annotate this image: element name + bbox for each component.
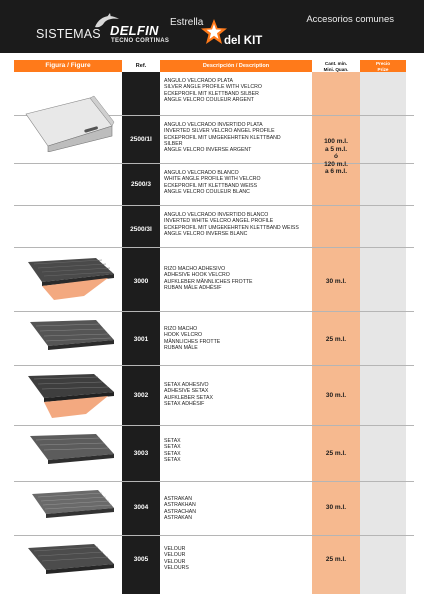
desc-line: ADHESIVE HOOK VELCRO [164,272,230,279]
desc-line: RUBAN MÂLE [164,344,198,351]
table-row [14,206,414,248]
row-ref: 2500/3I [130,226,152,233]
desc-line: ADHESIVE SETAX [164,388,209,395]
row-description [164,438,314,463]
desc-line: SILBER [164,140,183,147]
row-description [164,122,314,153]
row-ref: 2500/1I [130,136,152,143]
desc-line: ASTRAKAN [164,496,192,502]
brand-tecno-cortinas: TECNO CORTINAS [111,38,170,44]
desc-line: RIZO MACHO [164,326,198,332]
row-quantity: 25 m.l. [325,336,347,343]
header-description: Descripción / Description [160,60,312,72]
desc-line: ASTRAKHAN [164,502,196,509]
header-price [360,60,406,72]
astrakan-image [28,488,116,528]
row-quantity: 25 m.l. [325,556,347,563]
group-quantity-line: ó [334,153,338,160]
desc-line: VELOURS [164,564,189,571]
desc-line: WHITE ANGLE PROFILE WITH VELCRO [164,176,261,183]
desc-line: ANGLE VELCRO COULEUR ARGENT [164,96,254,103]
brand-sistemas: SISTEMAS [36,27,101,41]
desc-line: SETAX [164,444,181,451]
desc-line: ASTRAKAN [164,514,192,521]
header-ref: Ref. [135,63,147,69]
desc-line: ECKEPROFIL MIT UMGEKEHRTEN KLETTBAND WEISS [164,224,299,231]
row-quantity: 25 m.l. [325,450,347,457]
desc-line: SETAX ADHESIVO [164,382,209,388]
table-header [14,60,414,72]
header-quantity-line1: Cant. mín. [324,61,348,66]
desc-line: HOOK VELCRO [164,332,203,339]
angle-profile-image [24,92,118,152]
desc-line: SETAX [164,450,181,457]
desc-line: RUBAN MÂLE ADHÉSIF [164,284,222,291]
row-description [164,266,314,291]
desc-line: AUFKLEBER MÄNNLICHES FROTTE [164,278,253,285]
row-ref: 3005 [133,556,149,563]
desc-line: SETAX [164,456,181,463]
page-header [0,0,424,53]
adhesive-hook-velcro-image [24,256,116,306]
row-ref: 3002 [133,392,149,399]
header-quantity [312,60,360,72]
row-ref: 3001 [133,336,149,343]
kit-title-top: Estrella [170,17,204,28]
row-quantity: 30 m.l. [325,504,347,511]
adhesive-setax-image [24,372,118,422]
group-quantity-line: a 5 m.l. [324,145,348,153]
desc-line: ECKEPROFIL MIT KLETTBAND SILBER [164,90,259,97]
row-ref: 2500/3 [131,181,151,188]
desc-line: ECKEPROFIL MIT UMGEKEHRTEN KLETTBAND [164,134,281,141]
desc-line: ANGLE VELCRO INVERSE BLANC [164,230,248,237]
row-description [164,78,314,103]
desc-line: VELOUR [164,558,186,565]
desc-line: SETAX ADHÉSIF [164,400,205,407]
desc-line: VELOUR [164,552,186,559]
row-description [164,212,314,237]
hook-velcro-image [28,318,116,358]
row-description [164,382,314,407]
desc-line: ANGLE VELCRO INVERSE ARGENT [164,147,252,154]
row-description [164,546,314,571]
desc-line: RIZO MACHO ADHESIVO [164,266,226,272]
header-figure: Figura / Figure [14,60,122,72]
section-title: Accesorios comunes [306,14,394,25]
row-ref: 3000 [133,278,149,285]
row-description [164,326,314,351]
kit-title-bottom: del KIT [224,35,263,47]
brand-delfin: DELFIN [110,23,159,38]
product-table [14,60,414,72]
desc-line: MÄNNLICHES FROTTE [164,338,221,345]
row-description [164,496,314,521]
header-price-line2: Prize [377,66,389,72]
desc-line: ECKEPROFIL MIT KLETTBAND WEISS [164,182,258,189]
desc-line: ANGLE VELCRO COULEUR BLANC [164,188,250,195]
desc-line: VELOUR [164,546,186,552]
row-ref: 3003 [133,450,149,457]
desc-line: ANGULO VELCRADO INVERTIDO BLANCO [164,212,269,218]
header-quantity-line2: Mini. Quan. [323,66,349,72]
desc-line: INVERTED WHITE VELCRO ANGEL PROFILE [164,218,274,225]
desc-line: SILVER ANGLE PROFILE WITH VELCRO [164,84,262,91]
group-quantity-line: 120 m.l. [324,160,348,168]
row-description [164,170,314,195]
row-ref: 3004 [133,504,149,511]
desc-line: ANGULO VELCRADO PLATA [164,78,233,84]
velour-image [26,542,116,584]
group-quantity-line: 100 m.l. [324,138,348,145]
desc-line: ANGULO VELCRADO INVERTIDO PLATA [164,122,263,128]
row-quantity: 30 m.l. [325,392,347,399]
group-quantity [312,138,360,176]
desc-line: SETAX [164,438,181,444]
desc-line: ASTRACHAN [164,508,196,515]
header-price-line1: Precio [375,61,391,66]
desc-line: AUFKLEBER SETAX [164,394,213,401]
row-quantity: 30 m.l. [325,278,347,285]
desc-line: INVERTED SILVER VELCRO ANGEL PROFILE [164,128,275,135]
setax-image [28,432,116,472]
desc-line: ANGULO VELCRADO BLANCO [164,170,239,176]
group-quantity-line: a 6 m.l. [324,168,348,175]
